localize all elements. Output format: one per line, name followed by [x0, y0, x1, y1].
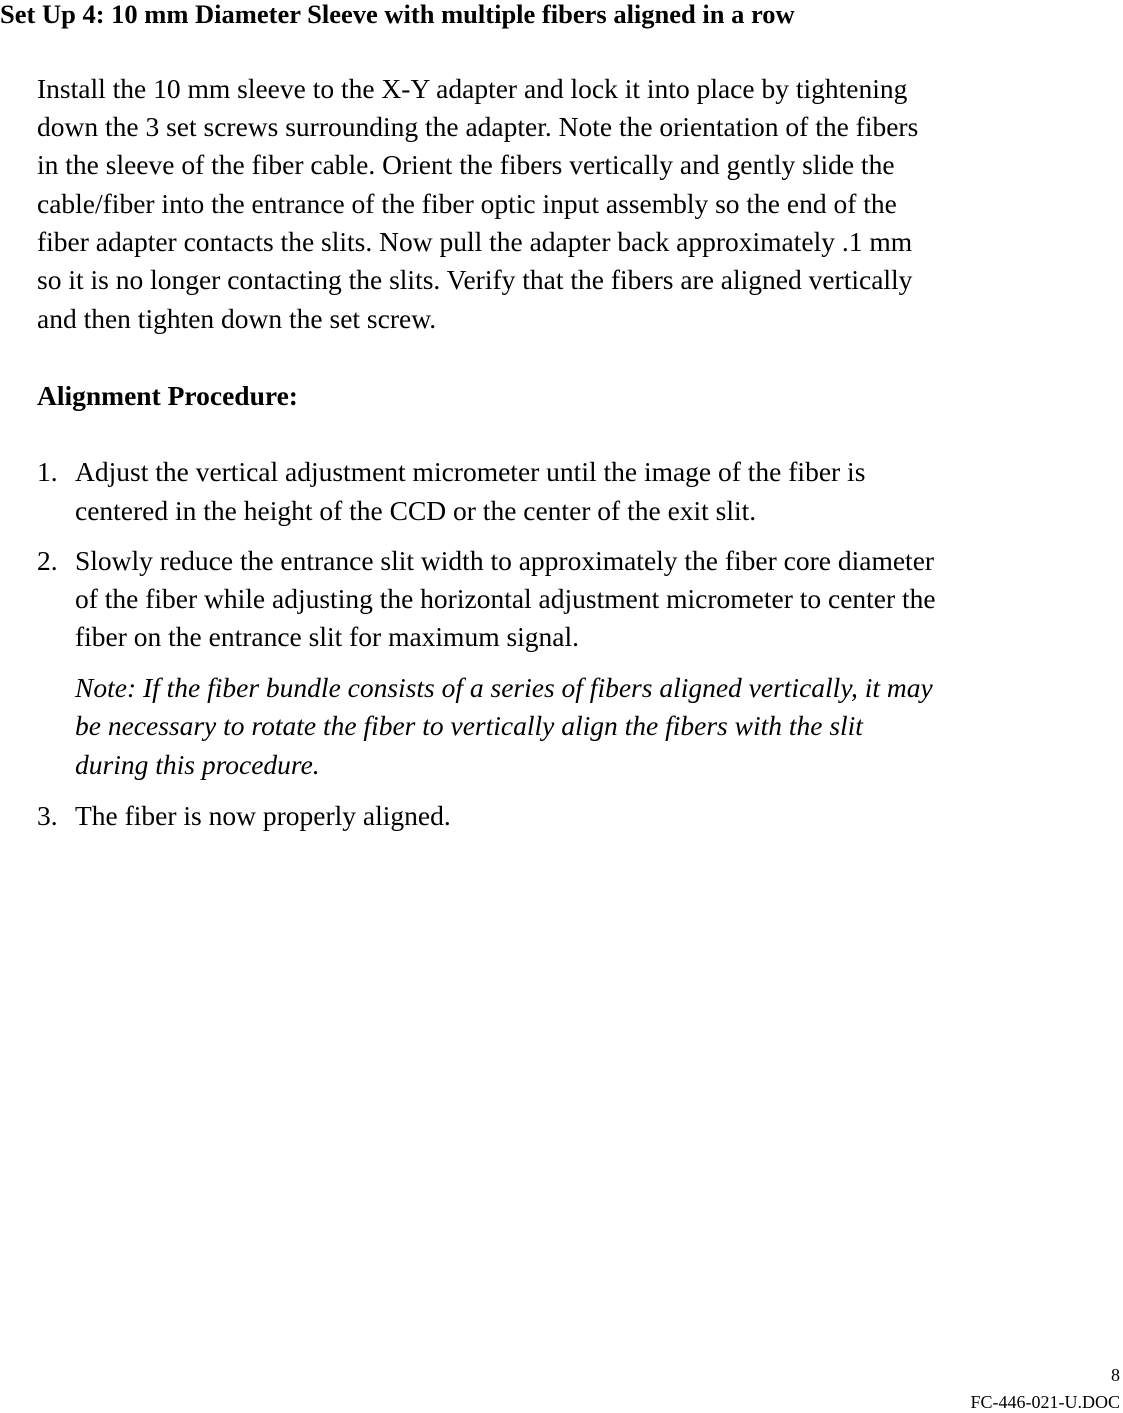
step-number: 2. — [37, 545, 58, 576]
step-number: 1. — [37, 456, 58, 487]
text-line: centered in the height of the CCD or the center of the exit slit. — [75, 495, 757, 526]
text-line: fiber on the entrance slit for maximum signal. — [75, 621, 580, 652]
text-line: of the fiber while adjusting the horizontal adjustment micrometer to center the — [75, 583, 936, 614]
text-line: in the sleeve of the fiber cable. Orient the fibers vertically and gently slide the — [37, 149, 895, 180]
section-heading: Alignment Procedure: — [37, 380, 298, 411]
text-line: fiber adapter contacts the slits. Now pull the adapter back approximately .1 mm — [37, 226, 913, 257]
text-line: down the 3 set screws surrounding the adapter. Note the orientation of the fibers — [37, 111, 919, 142]
text-line: and then tighten down the set screw. — [37, 303, 437, 334]
text-line: Adjust the vertical adjustment micrometer until the image of the fiber is — [75, 456, 866, 487]
text-line: Install the 10 mm sleeve to the X-Y adapter and lock it into place by tightening — [37, 73, 908, 104]
note-line: Note: If the fiber bundle consists of a series of fibers aligned vertically, it may — [75, 672, 933, 703]
note-line: be necessary to rotate the fiber to vertically align the fibers with the slit — [75, 710, 863, 741]
section-title: Set Up 4: 10 mm Diameter Sleeve with multiple fibers aligned in a row — [0, 0, 795, 29]
text-line: cable/fiber into the entrance of the fiber optic input assembly so the end of the — [37, 188, 897, 219]
text-line: Slowly reduce the entrance slit width to approximately the fiber core diameter — [75, 545, 935, 576]
step-number: 3. — [37, 800, 58, 831]
text-line: so it is no longer contacting the slits. Verify that the fibers are aligned vertically — [37, 264, 913, 295]
document-id: FC-446-021-U.DOC — [970, 1392, 1120, 1412]
text-line: The fiber is now properly aligned. — [75, 800, 451, 831]
page-number: 8 — [1111, 1365, 1120, 1385]
note-line: during this procedure. — [75, 749, 320, 780]
